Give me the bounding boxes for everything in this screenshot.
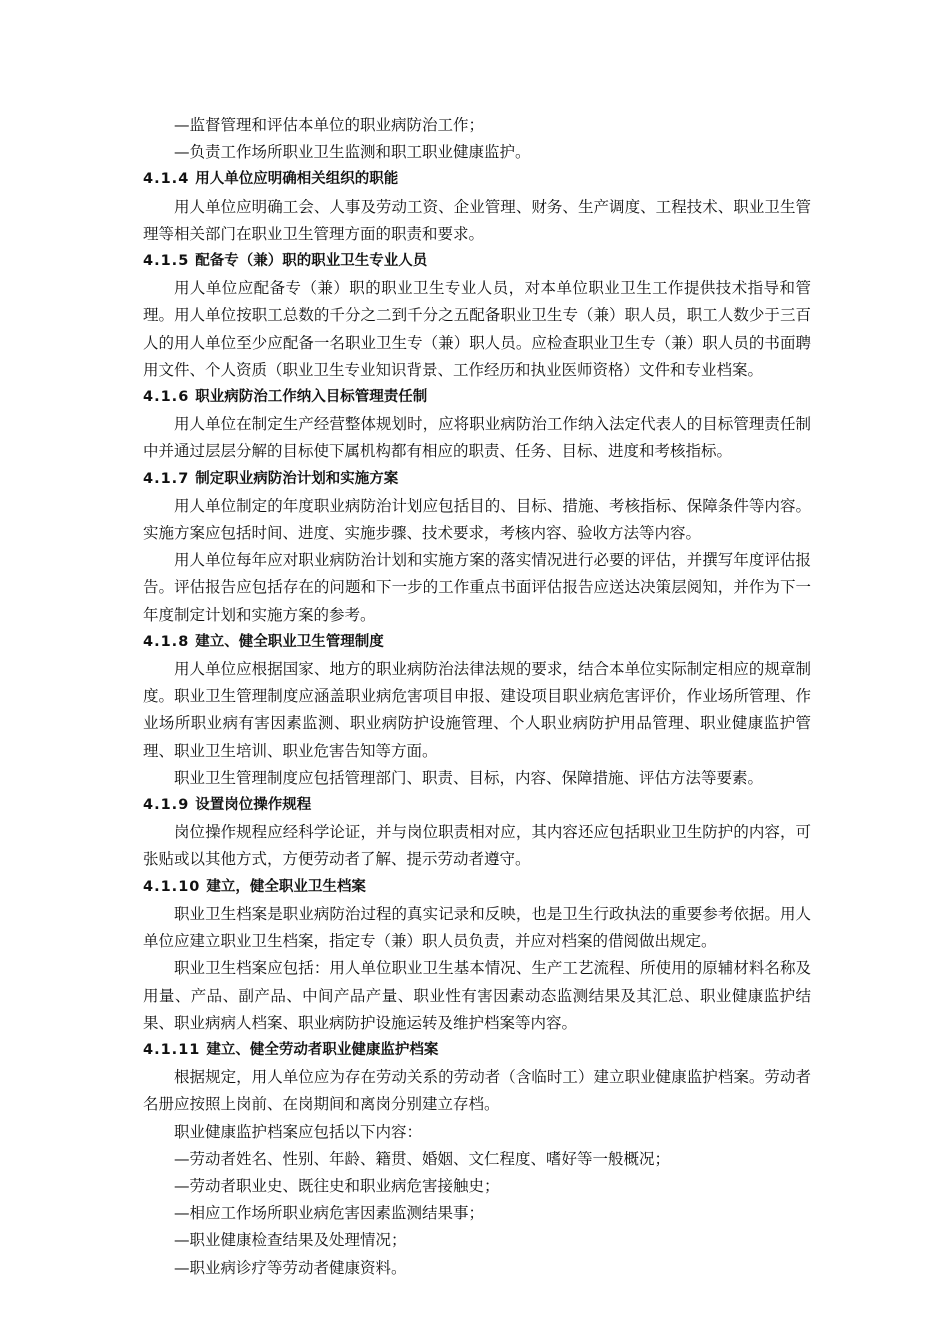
section-title: 用人单位应明确相关组织的职能	[195, 171, 399, 188]
section-title: 设置岗位操作规程	[195, 797, 312, 814]
paragraph: 用人单位每年应对职业病防治计划和实施方案的落实情况进行必要的评估，并撰写年度评估报告。评估报告应包括存在的问题和下一步的工作重点书面评估报告应送达决策层阅知，并作为下一年度制定计划和实施方案的参考。	[143, 551, 811, 624]
section-title: 建立、健全劳动者职业健康监护档案	[206, 1041, 439, 1058]
section-title: 建立，健全职业卫生档案	[206, 878, 366, 895]
paragraph: 用人单位应配备专（兼）职的职业卫生专业人员，对本单位职业卫生工作提供技术指导和管理。用人单位按职工总数的千分之二到千分之五配备职业卫生专（兼）职人员，职工人数少于三百人的用人单位至少应配备一名职业卫生专（兼）职人员。应检查职业卫生专（兼）职人员的书面聘用文件、个人资质（职业卫生专业知识背景、工作经历和执业医师资格）文件和专业档案。	[143, 279, 811, 379]
section-number: 4.1.4	[143, 171, 190, 188]
section-heading	[143, 248, 811, 275]
section-title: 制定职业病防治计划和实施方案	[195, 470, 399, 487]
paragraph: 用人单位在制定生产经营整体规划时，应将职业病防治工作纳入法定代表人的目标管理责任制中并通过层层分解的目标使下属机构都有相应的职责、任务、目标、进度和考核指标。	[143, 415, 811, 461]
list-item: —监督管理和评估本单位的职业病防治工作；	[174, 116, 485, 134]
list-item: —相应工作场所职业病危害因素监测结果事；	[174, 1204, 485, 1223]
section-heading	[143, 874, 811, 901]
list-item: —职业健康检查结果及处理情况；	[174, 1231, 407, 1250]
list-item: —劳动者职业史、既往史和职业病危害接触史；	[174, 1176, 500, 1195]
paragraph: 岗位操作规程应经科学论证，并与岗位职责相对应，其内容还应包括职业卫生防护的内容，可张贴或以其他方式，方便劳动者了解、提示劳动者遵守。	[143, 823, 811, 869]
section-number: 4.1.11	[143, 1041, 201, 1058]
section-number: 4.1.7	[143, 470, 190, 487]
section-heading	[143, 1037, 811, 1064]
paragraph: 用人单位应根据国家、地方的职业病防治法律法规的要求，结合本单位实际制定相应的规章制度。职业卫生管理制度应涵盖职业病危害项目申报、建设项目职业病危害评价，作业场所管理、作业场所职业病有害因素监测、职业病防护设施管理、个人职业病防护用品管理、职业健康监护管理、职业卫生培训、职业危害告知等方面。	[143, 660, 811, 760]
document-page	[143, 112, 811, 1282]
list-item: —职业病诊疗等劳动者健康资料。	[174, 1258, 407, 1277]
paragraph: 用人单位应明确工会、人事及劳动工资、企业管理、财务、生产调度、工程技术、职业卫生管理等相关部门在职业卫生管理方面的职责和要求。	[143, 197, 811, 243]
paragraph: 职业卫生档案应包括：用人单位职业卫生基本情况、生产工艺流程、所使用的原辅材料名称及用量、产品、副产品、中间产品产量、职业性有害因素动态监测结果及其汇总、职业健康监护结果、职业病病人档案、职业病防护设施运转及维护档案等内容。	[143, 959, 811, 1032]
section-heading	[143, 629, 811, 656]
section-heading	[143, 384, 811, 411]
section-number: 4.1.5	[143, 253, 190, 270]
section-title: 配备专（兼）职的职业卫生专业人员	[195, 253, 428, 270]
section-heading	[143, 166, 811, 193]
section-heading	[143, 792, 811, 819]
section-number: 4.1.10	[143, 878, 201, 895]
paragraph: 职业卫生档案是职业病防治过程的真实记录和反映，也是卫生行政执法的重要参考依据。用人单位应建立职业卫生档案，指定专（兼）职人员负责，并应对档案的借阅做出规定。	[143, 904, 811, 951]
paragraph: 根据规定，用人单位应为存在劳动关系的劳动者（含临时工）建立职业健康监护档案。劳动者名册应按照上岗前、在岗期间和离岗分别建立存档。	[143, 1068, 811, 1114]
paragraph: 职业卫生管理制度应包括管理部门、职责、目标，内容、保障措施、评估方法等要素。	[174, 768, 764, 787]
section-number: 4.1.8	[143, 633, 190, 650]
section-number: 4.1.6	[143, 389, 190, 406]
section-heading	[143, 466, 811, 493]
section-title: 建立、健全职业卫生管理制度	[195, 633, 384, 650]
section-number: 4.1.9	[143, 797, 190, 814]
paragraph: 用人单位制定的年度职业病防治计划应包括目的、目标、措施、考核指标、保障条件等内容。实施方案应包括时间、进度、实施步骤、技术要求，考核内容、验收方法等内容。	[143, 496, 811, 543]
section-title: 职业病防治工作纳入目标管理责任制	[195, 389, 428, 406]
list-item: —负责工作场所职业卫生监测和职工职业健康监护。	[174, 143, 531, 162]
list-item: —劳动者姓名、性别、年龄、籍贯、婚姻、文仁程度、嗜好等一般概况；	[174, 1149, 671, 1168]
paragraph: 职业健康监护档案应包括以下内容：	[174, 1122, 423, 1141]
